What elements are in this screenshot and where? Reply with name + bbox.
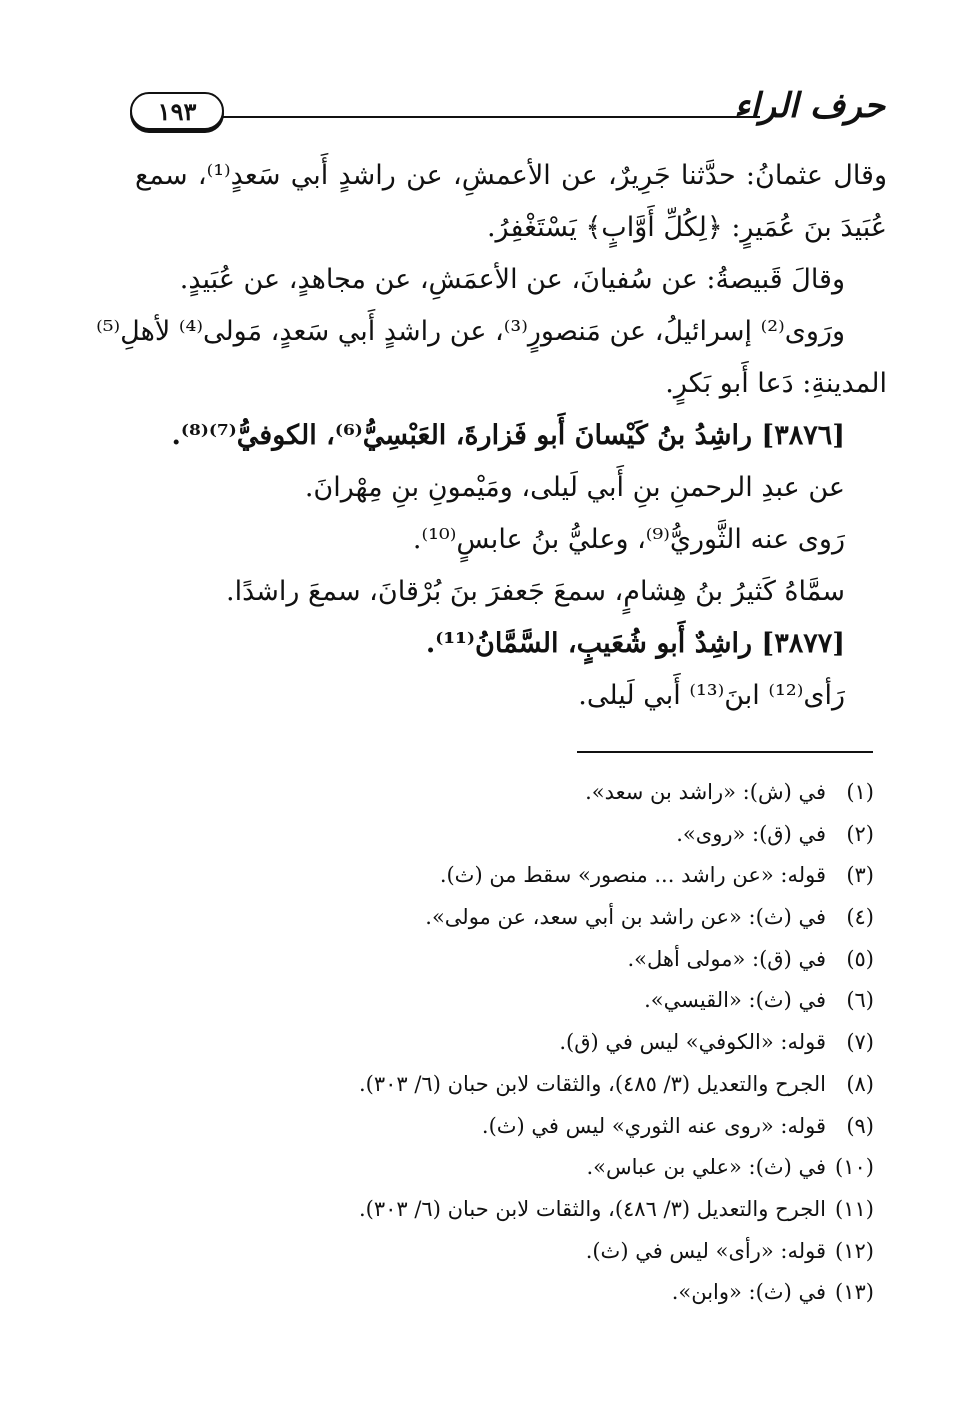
footnote — [224, 897, 874, 939]
text-line: عُبَيدَ بنَ عُمَيرٍ: ﴿لِكُلِّ أَوَّابٍ﴾ يَسْتَغْفِرُ. — [486, 212, 887, 243]
footnotes — [224, 772, 874, 1314]
footnote-text: في (ث): «عن راشد بن أبي سعد، عن مولى». — [425, 905, 826, 930]
footnote-number: (٧) — [846, 1030, 874, 1055]
footnote-number: (٩) — [846, 1113, 874, 1138]
footnote-text: في (ش): «راشد بن سعد». — [585, 780, 826, 804]
footnote — [224, 1272, 874, 1314]
footnote-number: (١١) — [835, 1196, 874, 1221]
footnote — [224, 1147, 874, 1189]
text-line: سمَّاهُ كَثيرُ بنُ هِشامٍ، سمعَ جَعفرَ بنَ بُرْقانَ، سمعَ راشدًا. — [226, 576, 845, 607]
text-line: ورَوى⁽²⁾ إسرائيلُ، عن مَنصورٍ⁽³⁾، عن راشدٍ أَبي سَعدٍ، مَولى⁽⁴⁾ لأهلِ⁽⁵⁾ — [96, 316, 845, 347]
text-line: المدينةِ: دَعا أَبو بَكرٍ. — [665, 368, 887, 399]
text-line: عن عبدِ الرحمنِ بنِ أَبي لَيلى، ومَيْمونِ بنِ مِهْرانَ. — [304, 472, 845, 503]
page-number: ١٩٣ — [130, 92, 224, 130]
footnote — [224, 814, 874, 856]
footnote-number: (١٠) — [835, 1155, 874, 1180]
entry-heading: [٣٨٧٦] راشِدُ بنُ كَيْسانَ أَبو فَزارةَ، العَبْسِيُّ⁽⁶⁾، الكوفيُّ⁽⁷⁾⁽⁸⁾. — [171, 420, 845, 451]
chapter-title: حرف الراء — [734, 86, 885, 126]
footnote-number: (٤) — [846, 905, 874, 930]
footnote-number: (٦) — [846, 988, 874, 1013]
footnote-text: في (ث): «القيسي». — [644, 988, 826, 1013]
footnote — [224, 1189, 874, 1231]
footnote-text: في (ث): «وابن». — [671, 1280, 826, 1305]
footnote-text: قوله: «الكوفي» ليس في (ق). — [559, 1030, 826, 1055]
text-line: رَأى⁽¹²⁾ ابنَ⁽¹³⁾ أَبي لَيلى. — [578, 680, 845, 711]
footnote — [224, 980, 874, 1022]
footnote-text: الجرح والتعديل (٣/ ٤٨٥)، والثقات لابن حبان (٦/ ٣٠٣). — [358, 1071, 826, 1096]
footnote — [224, 1064, 874, 1106]
header-rule — [222, 116, 760, 118]
footnote-number: (٨) — [846, 1071, 874, 1096]
footnote — [224, 939, 874, 981]
footnote-text: قوله: «عن راشد ... منصور» سقط من (ث). — [439, 863, 826, 888]
text-line: وقالَ قَبيصةُ: عن سُفيانَ، عن الأعمَشِ، عن مجاهدٍ، عن عُبَيدٍ. — [179, 264, 845, 295]
footnote-number: (١٣) — [835, 1280, 874, 1305]
footnote-text: قوله: «رأى» ليس في (ث). — [585, 1238, 826, 1263]
footnote-number: (٣) — [846, 863, 874, 888]
text-line: رَوى عنه الثَّوريُّ⁽⁹⁾، وعليُّ بنُ عابسٍ⁽¹⁰⁾. — [412, 524, 845, 555]
footnote-number: (٢) — [846, 821, 874, 846]
footnote-text: قوله: «روى عنه الثوري» ليس في (ث). — [481, 1113, 826, 1138]
footnote — [224, 855, 874, 897]
footnote-number: (١) — [846, 780, 874, 804]
main-text — [96, 150, 887, 722]
footnote-text: في (ق): «روى». — [676, 821, 826, 846]
footnote — [224, 1022, 874, 1064]
footnote-text: في (ق): «مولى أهل». — [627, 946, 826, 971]
page-header — [130, 82, 885, 142]
footnote — [224, 772, 874, 814]
footnote-number: (١٢) — [835, 1238, 874, 1263]
entry-heading: [٣٨٧٧] راشِدٌ أَبو شُعَيبٍ، السَّمَّانُ⁽¹¹⁾. — [425, 628, 845, 659]
footnote-separator — [577, 751, 873, 753]
footnote — [224, 1231, 874, 1273]
text-line: وقال عثمانُ: حدَّثنا جَرِيرٌ، عن الأعمشِ، عن راشدٍ أَبي سَعدٍ⁽¹⁾، سمع — [135, 160, 887, 191]
footnote-number: (٥) — [846, 946, 874, 971]
footnote-text: الجرح والتعديل (٣/ ٤٨٦)، والثقات لابن حبان (٦/ ٣٠٣). — [358, 1196, 826, 1221]
footnote-text: في (ث): «علي بن عباس». — [586, 1155, 826, 1180]
footnote — [224, 1106, 874, 1148]
